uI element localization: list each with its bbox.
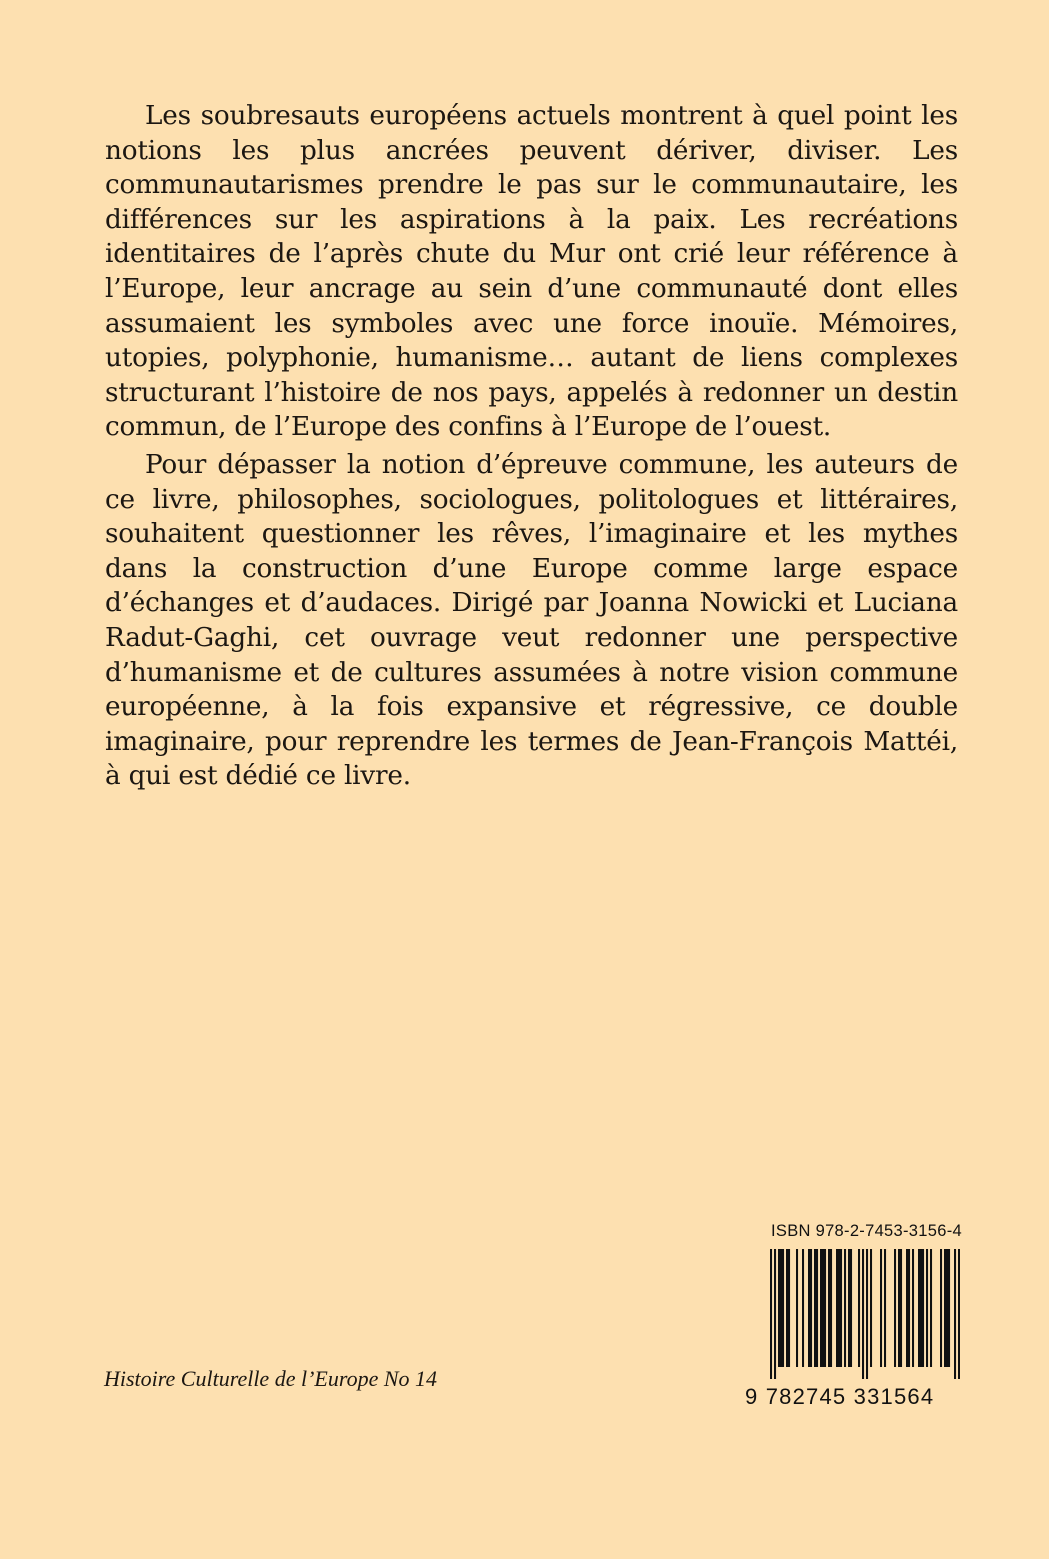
isbn-barcode-block — [745, 1222, 960, 1418]
barcode-bar — [912, 1249, 914, 1367]
barcode-bar — [836, 1249, 838, 1367]
barcode-guard-bar — [954, 1249, 956, 1379]
barcode-bar — [884, 1249, 886, 1367]
barcode-bar — [778, 1249, 780, 1367]
barcode-bar — [822, 1249, 824, 1367]
blurb-paragraph-1: Les soubresauts européens actuels montrent à quel point les notions les plus ancrées peuvent dériver, diviser. Les communautarismes prendre le pas sur le communautaire, les différences sur les aspirations à la paix. Les recréations identitaires de l’après chute du Mur ont crié leur référence à l’Europe, leur ancrage au sein d’une communauté dont elles assumaient les symboles avec une force inouïe. Mémoires, utopies, polyphonie, humanisme… autant de liens complexes structurant l’histoire de nos pays, appelés à redonner un destin commun, de l’Europe des confins à l’Europe de l’ouest. — [105, 101, 958, 443]
barcode-bar — [810, 1249, 812, 1367]
barcode-bar — [782, 1249, 784, 1367]
ean-digits: 9 782745 331564 — [745, 1384, 935, 1409]
barcode-bar — [870, 1249, 872, 1367]
barcode-bar — [840, 1249, 842, 1367]
barcode-bar — [906, 1249, 908, 1367]
barcode-bar — [848, 1249, 850, 1367]
barcode-bar — [940, 1249, 942, 1367]
barcode-bar — [948, 1249, 950, 1367]
barcode-bar — [920, 1249, 922, 1367]
barcode-bar — [918, 1249, 920, 1367]
barcode-bar — [786, 1249, 788, 1367]
barcode-bar — [946, 1249, 948, 1367]
isbn-label: ISBN 978-2-7453-3156-4 — [771, 1222, 962, 1240]
barcode-bar — [894, 1249, 896, 1367]
barcode-guard-bar — [774, 1249, 776, 1379]
barcode-bar — [816, 1249, 818, 1367]
barcode-bar — [898, 1249, 900, 1367]
barcode-bar — [820, 1249, 822, 1367]
barcode-guard-bar — [770, 1249, 772, 1379]
barcode-bar — [900, 1249, 902, 1367]
series-title: Histoire Culturelle de l’Europe No 14 — [104, 1366, 438, 1391]
barcode-bar — [838, 1249, 840, 1367]
barcode-bar — [930, 1249, 932, 1367]
barcode-bar — [796, 1249, 798, 1367]
barcode-bar — [844, 1249, 846, 1367]
barcode-bar — [802, 1249, 804, 1367]
barcode-bar — [788, 1249, 790, 1367]
barcode-bar — [858, 1249, 860, 1367]
barcode-bar — [824, 1249, 826, 1367]
back-cover-blurb — [105, 99, 958, 794]
barcode-guard-bar — [958, 1249, 960, 1379]
barcode-bar — [814, 1249, 816, 1367]
barcode-guard-bar — [862, 1249, 864, 1379]
barcode-bar — [880, 1249, 882, 1367]
barcode-bar — [944, 1249, 946, 1367]
barcode-bar — [808, 1249, 810, 1367]
barcode-bar — [780, 1249, 782, 1367]
barcode-bar — [926, 1249, 928, 1367]
blurb-paragraph-2: Pour dépasser la notion d’épreuve commune, les auteurs de ce livre, philosophes, sociologues, politologues et littéraires, souhaitent questionner les rêves, l’imaginaire et les mythes dans la construction d’une Europe comme large espace d’échanges et d’audaces. Dirigé par Joanna Nowicki et Luciana Radut-Gaghi, cet ouvrage veut redonner une perspective d’humanisme et de cultures assumées à notre vision commune européenne, à la fois expansive et régressive, ce double imaginaire, pour reprendre les termes de Jean-François Mattéi, à qui est dédié ce livre. — [105, 449, 958, 792]
barcode-bar — [908, 1249, 910, 1367]
ean13-barcode — [770, 1249, 960, 1379]
barcode-bar — [922, 1249, 924, 1367]
barcode-bar — [830, 1249, 832, 1367]
barcode-bar — [850, 1249, 852, 1367]
barcode-guard-bar — [866, 1249, 868, 1379]
barcode-bar — [828, 1249, 830, 1367]
